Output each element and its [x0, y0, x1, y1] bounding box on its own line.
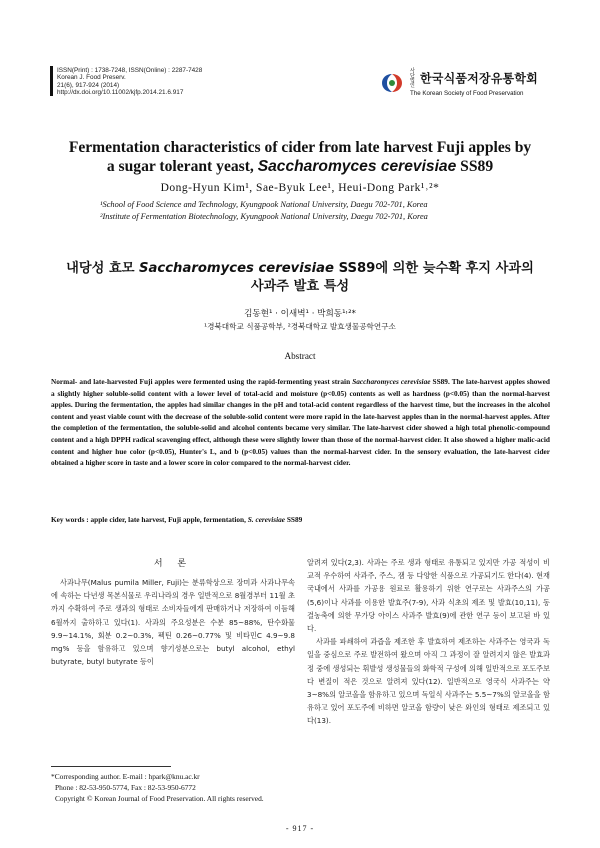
authors-en: Dong-Hyun Kim¹, Sae-Byuk Lee¹, Heui-Dong Park¹˒²*: [160, 182, 440, 194]
title-ko-line1: 내당성 효모 Saccharomyces cerevisiae SS89에 의한 늦수확 후지 사과의: [66, 261, 534, 276]
corresponding-author: *Corresponding author. E-mail : hpark@knu.ac.kr: [51, 772, 200, 781]
title-ko-line2: 사과주 발효 특성: [250, 279, 350, 294]
society-logo: [378, 69, 538, 97]
abstract-body: Normal- and late-harvested Fuji apples were fermented using the rapid-fermenting yeast strain Saccharomyces cerevisiae SS89. The late-harvest apples showed a slightly higher soluble-solid content with a lower level of total-acid and moisture (p<0.05) contents as well as hardness (p<0.05) than the normal-harvest apples. During the fermentation, the apples had similar changes in the pH and total-acid content regardless of the harvest time, but the increases in the alcohol content and yeast viable count with the decrease of the soluble-solid content were more rapid in the late-harvest apples than in the normal-harvest apples. After the completion of the fermentation, the soluble-solid and alcohol contents became very similar. The late-harvest cider showed a high total phenolic-compound content and a high DPPH radical scavenging effect, although these were slightly lower than those of the normal-harvest cider. It also showed a higher malic-acid content and higher hue color (p<0.05), Hunter's L, and b (p<0.05) values than the normal-harvest cider. In the sensory evaluation, the late-harvest cider obtained a higher score in taste and a lower score in color compared to the normal-harvest cider.: [51, 377, 550, 468]
body-column-left: [51, 576, 295, 668]
journal-meta: [57, 67, 202, 97]
title-en-line1: Fermentation characteristics of cider from late harvest Fuji apples by: [68, 139, 532, 156]
title-en-line2: a sugar tolerant yeast, Saccharomyces cerevisiae SS89: [106, 158, 494, 175]
body-paragraph: 사과를 파쇄하여 과즙을 제조한 후 발효하여 제조하는 사과주는 영국과 독일을 중심으로 주로 발전하여 왔으며 아직 그 과정이 잘 알려지지 않은 발효과정 중에 생성되는 휘발성 생성물들의 화학적 구성에 의해 일반적으로 포도주보다 변질이 적은 것으로 알려져 있다(12). 일반적으로 영국식 사과주는 약 3~8%의 알코올을 함유하고 있으며 독일식 사과주는 5.5~7%의 알코올을 함유하고 있어 포도주에 비하면 알코올 함량이 낮은 와인의 형태로 제조되고 있다(13).: [307, 637, 550, 726]
body-paragraph: 알려져 있다(2,3). 사과는 주로 생과 형태로 유통되고 있지만 가공 적성이 비교적 우수하여 사과주, 주스, 잼 등 다양한 식품으로 가공되기도 한다(4). 현재 국내에서 사과를 가공용 원료로 활용하기 위한 연구로는 사과주스의 가공(5,6)이나 사과를 이용한 발효주(7-9), 사과 식초의 제조 및 발효(10,11), 동결농축에 의한 무가당 아이스 사과주 발효(9)에 관한 연구 등이 보고된 바 있다.: [307, 558, 550, 634]
page-number: - 917 -: [285, 824, 315, 833]
footnote-divider: [51, 766, 171, 767]
section-heading-introduction: 서 론: [153, 559, 193, 569]
affiliation-en-1: ¹School of Food Science and Technology, Kyungpook National University, Daegu 702-701, Korea: [100, 200, 428, 209]
body-column-right: [307, 556, 550, 728]
doi-link[interactable]: http://dx.doi.org/10.11002/kjfp.2014.21.6.917: [57, 89, 184, 97]
issn-line: ISSN(Print) : 1738-7248, ISSN(Online) : 2287-7428: [57, 67, 203, 74]
title-ko: [40, 260, 560, 296]
affiliation-en-2: ²Institute of Fermentation Biotechnology, Kyungpook National University, Daegu 702-701, Korea: [100, 211, 428, 221]
affiliations-en: [100, 199, 520, 222]
volume-line: 21(6), 917-924 (2014): [57, 81, 120, 89]
contact-phone: Phone : 82-53-950-5774, Fax : 82-53-950-6772: [55, 783, 196, 792]
footnote: [51, 771, 295, 804]
header-rule-mark: [50, 66, 53, 96]
society-logo-icon: [378, 72, 406, 94]
journal-name-line: Korean J. Food Preserv.: [57, 74, 126, 82]
society-name-en: The Korean Society of Food Preservation: [410, 90, 524, 97]
keywords: Key words : apple cider, late harvest, Fuji apple, fermentation, S. cerevisiae SS89: [51, 515, 303, 524]
society-name-ko: 사단 법인한국식품저장유통학회: [410, 68, 538, 89]
title-en: [40, 138, 560, 176]
affiliations-ko: ¹경북대학교 식품공학부, ²경북대학교 발효생물공학연구소: [204, 322, 396, 331]
abstract-heading: Abstract: [284, 351, 316, 361]
copyright-notice: Copyright © Korean Journal of Food Preservation. All rights reserved.: [55, 794, 264, 803]
authors-ko: 김동현¹ · 이새벽¹ · 박희동¹˒²*: [244, 309, 356, 319]
body-paragraph: 사과나무(Malus pumila Miller, Fuji)는 분류학상으로 장미과 사과나무속에 속하는 다년생 목본식물로 우리나라의 경우 일반적으로 8월경부터 11월 초까지 수확하여 주로 생과의 형태로 소비자들에게 판매하거나 저장하여 이듬해 6월까지 출하하고 있다(1). 사과의 주요성분은 수분 85~88%, 탄수화물 9.9~14.1%, 회분 0.2~0.3%, 펙틴 0.26~0.77% 및 비타민C 4.9~9.8 mg% 등을 함유하고 있으며 향기성분으로는 butyl alcohol, ethyl butyrate, butyl butyrate 등이: [51, 578, 295, 667]
